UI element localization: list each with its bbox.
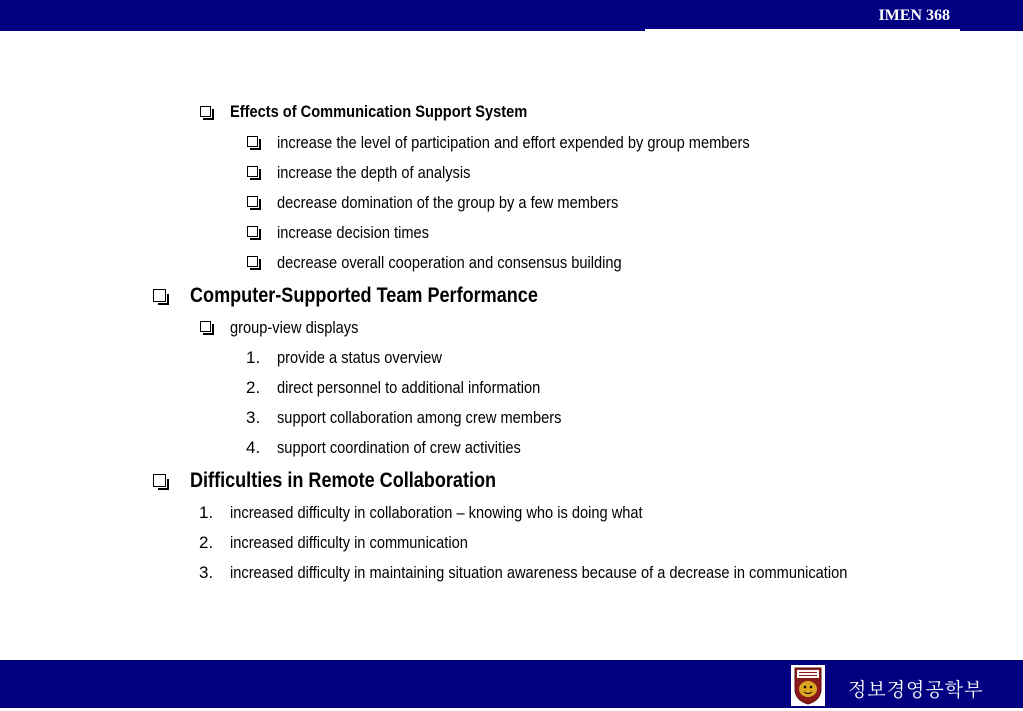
university-logo — [791, 665, 825, 706]
remote-item: increased difficulty in maintaining situation awareness because of a decrease in communication — [230, 563, 848, 582]
shield-icon — [791, 665, 825, 706]
group-view-item: support collaboration among crew members — [277, 408, 562, 427]
header-bar — [0, 0, 1023, 31]
team-performance-heading: Computer-Supported Team Performance — [190, 284, 538, 307]
list-number: 4. — [246, 438, 261, 457]
list-number: 3. — [246, 408, 261, 427]
checkbox-bullet-icon — [247, 136, 258, 147]
list-number: 2. — [246, 378, 261, 397]
effects-item: increase the depth of analysis — [277, 163, 471, 182]
department-name: 정보경영공학부 — [848, 679, 984, 701]
group-view-displays: group-view displays — [230, 318, 359, 337]
effects-item: increase the level of participation and effort expended by group members — [277, 133, 750, 152]
course-code: IMEN 368 — [878, 7, 950, 24]
effects-item: increase decision times — [277, 223, 429, 242]
group-view-item: support coordination of crew activities — [277, 438, 521, 457]
checkbox-bullet-icon — [153, 474, 166, 487]
group-view-item: direct personnel to additional information — [277, 378, 541, 397]
remote-item: increased difficulty in communication — [230, 533, 468, 552]
group-view-item: provide a status overview — [277, 348, 442, 367]
remote-collaboration-heading: Difficulties in Remote Collaboration — [190, 469, 497, 492]
effects-item: decrease overall cooperation and consensus building — [277, 253, 622, 272]
checkbox-bullet-icon — [247, 196, 258, 207]
checkbox-bullet-icon — [200, 106, 211, 117]
header-divider — [645, 29, 960, 31]
checkbox-bullet-icon — [247, 226, 258, 237]
list-number: 3. — [199, 563, 214, 582]
list-number: 2. — [199, 533, 214, 552]
remote-item: increased difficulty in collaboration – knowing who is doing what — [230, 503, 643, 522]
checkbox-bullet-icon — [247, 166, 258, 177]
checkbox-bullet-icon — [153, 289, 166, 302]
checkbox-bullet-icon — [247, 256, 258, 267]
effects-item: decrease domination of the group by a few members — [277, 193, 619, 212]
checkbox-bullet-icon — [200, 321, 211, 332]
effects-heading: Effects of Communication Support System — [230, 102, 528, 121]
list-number: 1. — [246, 348, 261, 367]
list-number: 1. — [199, 503, 214, 522]
